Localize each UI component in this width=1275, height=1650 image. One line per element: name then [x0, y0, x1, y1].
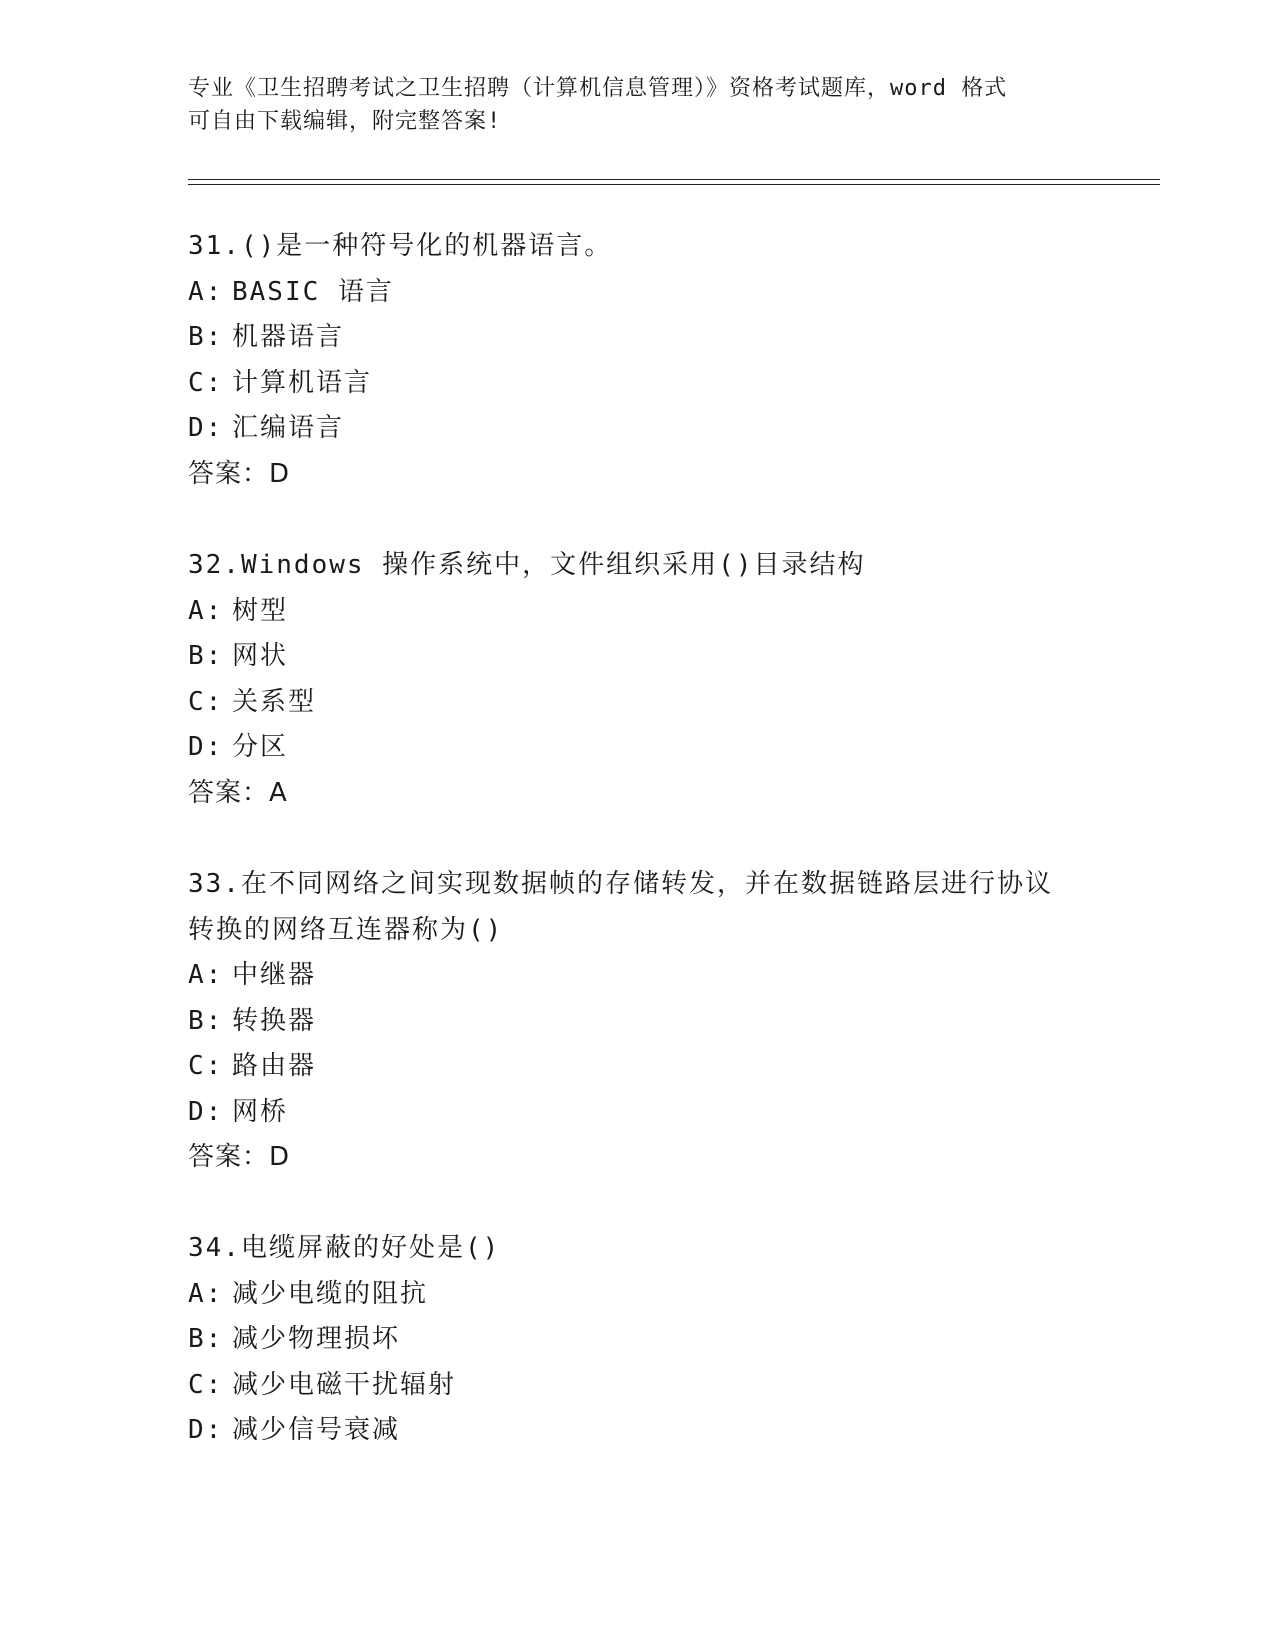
option-d — [188, 1408, 1088, 1454]
option-label: C: — [188, 1369, 224, 1400]
option-text: 汇编语言 — [232, 413, 345, 443]
question-text-line-1: 33.在不同网络之间实现数据帧的存储转发，并在数据链路层进行协议 — [188, 869, 1053, 899]
question-text: 31.()是一种符号化的机器语言。 — [188, 231, 613, 261]
option-d — [188, 406, 1088, 452]
option-text: 分区 — [232, 732, 289, 762]
question-34 — [188, 1226, 1088, 1454]
option-text: 中继器 — [232, 960, 317, 990]
option-label: D: — [188, 1415, 224, 1445]
option-text: 网状 — [232, 641, 289, 671]
answer: 答案：D — [188, 458, 291, 489]
option-b — [188, 999, 1088, 1045]
option-text: 转换器 — [232, 1005, 317, 1036]
option-d — [188, 725, 1088, 771]
option-text: 机器语言 — [232, 322, 345, 352]
option-label: A: — [188, 595, 224, 626]
option-c — [188, 1044, 1088, 1090]
option-a — [188, 953, 1088, 999]
option-text: 减少信号衰减 — [232, 1415, 401, 1445]
option-label: C: — [188, 686, 224, 717]
header-divider-top — [188, 179, 1160, 180]
question-text-line-2: 转换的网络互连器称为() — [188, 914, 504, 945]
question-text: 32.Windows 操作系统中，文件组织采用()目录结构 — [188, 550, 866, 580]
header-divider-bottom — [188, 184, 1160, 185]
option-a — [188, 270, 1088, 316]
option-label: B: — [188, 641, 224, 671]
option-label: D: — [188, 1096, 224, 1127]
header-line-2: 可自由下载编辑，附完整答案! — [188, 109, 502, 134]
document-header — [188, 72, 1068, 138]
option-text: 树型 — [232, 595, 289, 626]
option-label: B: — [188, 1005, 224, 1036]
option-label: B: — [188, 1324, 224, 1354]
option-text: 路由器 — [232, 1051, 317, 1081]
option-b — [188, 315, 1088, 361]
option-label: C: — [188, 367, 224, 398]
option-c — [188, 1363, 1088, 1409]
option-c — [188, 361, 1088, 407]
option-text: 减少电缆的阻抗 — [232, 1278, 429, 1309]
option-text: 减少物理损坏 — [232, 1324, 401, 1354]
option-label: A: — [188, 960, 224, 990]
option-label: A: — [188, 276, 224, 307]
question-32 — [188, 543, 1088, 816]
option-b — [188, 1317, 1088, 1363]
option-text: 网桥 — [232, 1096, 289, 1127]
question-31 — [188, 224, 1088, 497]
option-label: B: — [188, 322, 224, 352]
option-label: C: — [188, 1051, 224, 1081]
option-d — [188, 1090, 1088, 1136]
answer: 答案：D — [188, 1142, 291, 1172]
option-label: A: — [188, 1278, 224, 1309]
question-text: 34.电缆屏蔽的好处是() — [188, 1233, 501, 1263]
option-label: D: — [188, 732, 224, 762]
option-text: 关系型 — [232, 686, 317, 717]
option-text: BASIC 语言 — [232, 276, 394, 307]
answer: 答案：A — [188, 777, 288, 808]
option-text: 计算机语言 — [232, 367, 373, 398]
question-33 — [188, 862, 1088, 1181]
option-text: 减少电磁干扰辐射 — [232, 1369, 457, 1400]
option-a — [188, 589, 1088, 635]
option-a — [188, 1272, 1088, 1318]
header-line-1: 专业《卫生招聘考试之卫生招聘（计算机信息管理）》资格考试题库，word 格式 — [188, 76, 1008, 101]
option-c — [188, 680, 1088, 726]
option-label: D: — [188, 413, 224, 443]
option-b — [188, 634, 1088, 680]
